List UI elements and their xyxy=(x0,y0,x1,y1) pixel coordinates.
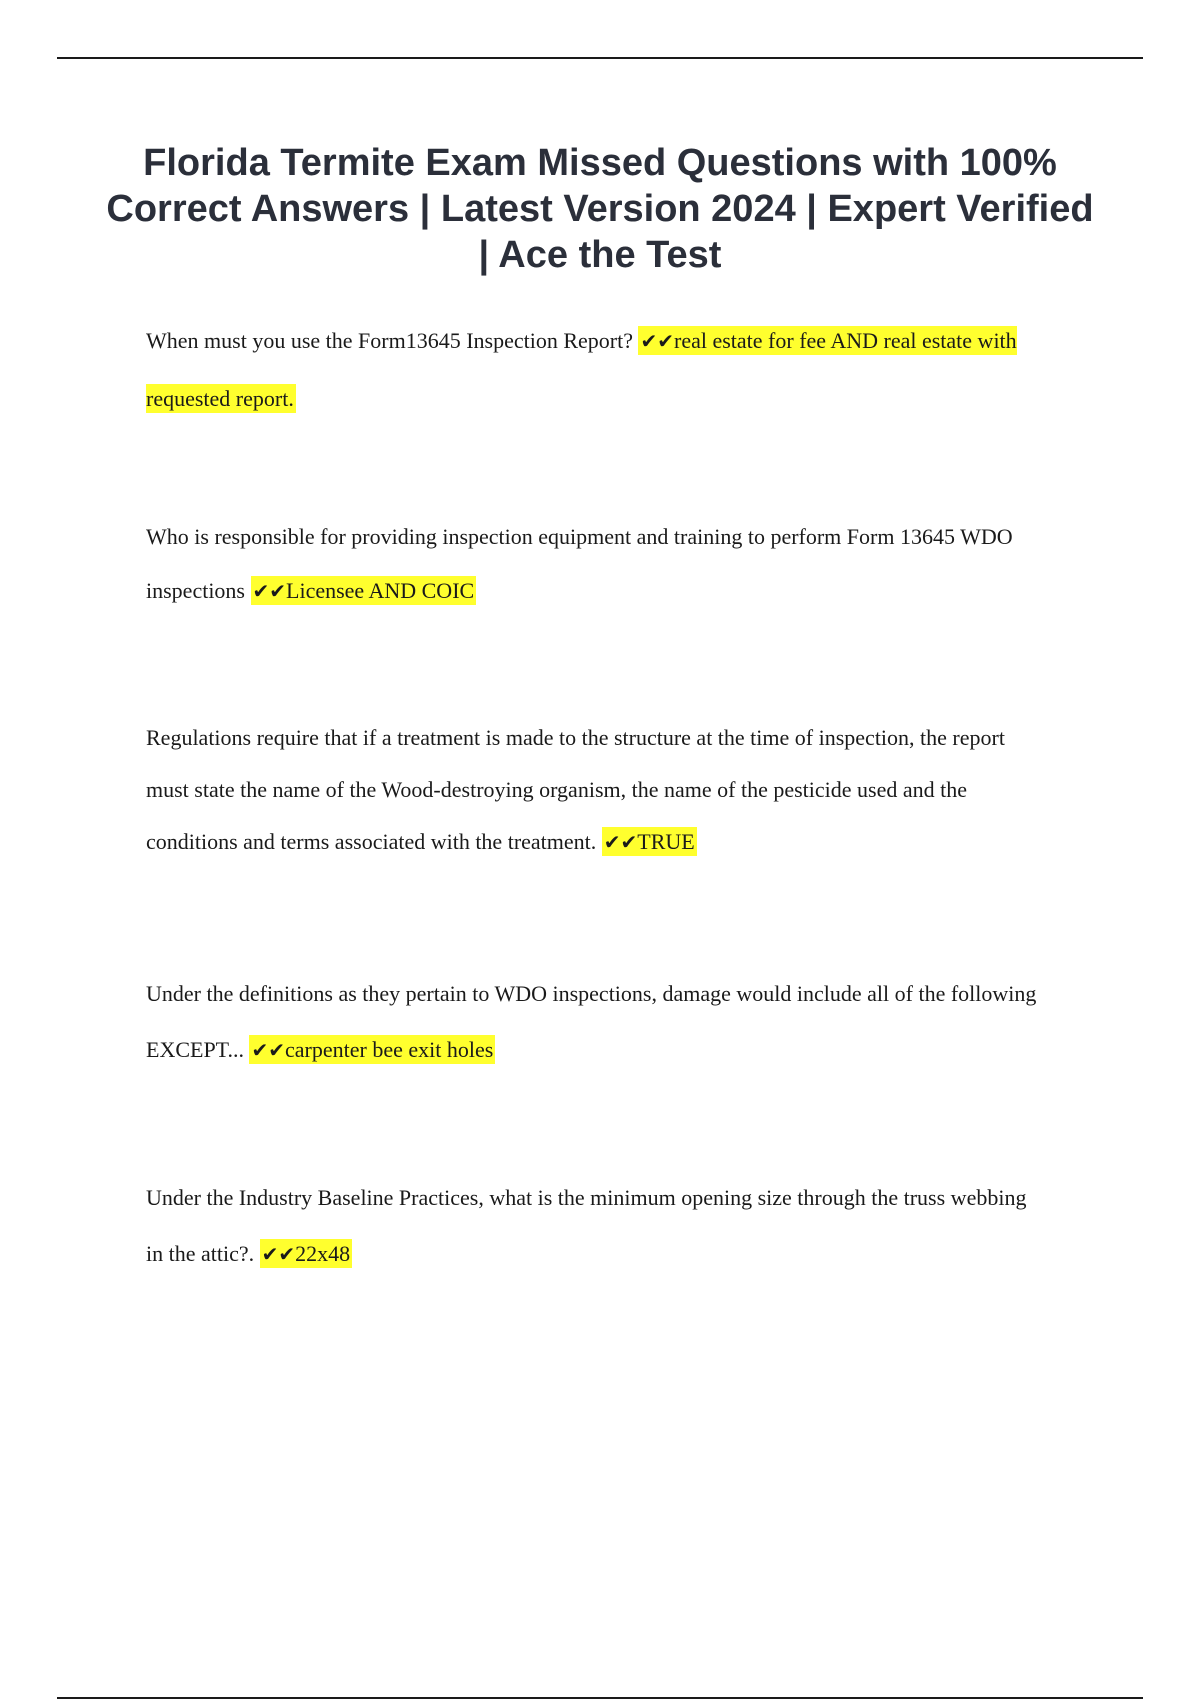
answer-text: carpenter bee exit holes xyxy=(285,1037,494,1062)
question-block xyxy=(146,712,1046,868)
answer-text: 22x48 xyxy=(295,1241,351,1266)
question-text: Regulations require that if a treatment is made to the structure at the time of inspection, the report must state the name of the Wood-destroying organism, the name of the pesticide used and the conditions and terms associated with the treatment. xyxy=(146,725,1005,854)
document-title: Florida Termite Exam Missed Questions with 100% Correct Answers | Latest Version 2024 | Expert Verified | Ace the Test xyxy=(106,142,1094,276)
question-block xyxy=(146,966,1046,1078)
answer-text: real estate for fee AND real estate with requested report. xyxy=(146,328,1017,411)
question-text: When must you use the Form13645 Inspection Report? xyxy=(146,328,639,353)
question-block xyxy=(146,1170,1046,1282)
answer-highlight xyxy=(251,576,477,605)
answer-highlight xyxy=(249,1035,495,1064)
answer-highlight xyxy=(602,827,697,856)
double-check-icon: ✔✔ xyxy=(252,579,287,603)
question-text: Under the Industry Baseline Practices, what is the minimum opening size through the truss webbing in the attic?. xyxy=(146,1185,1027,1266)
top-rule xyxy=(57,57,1143,59)
answer-text: Licensee AND COIC xyxy=(286,578,475,603)
bottom-rule xyxy=(57,1697,1143,1699)
question-text: Who is responsible for providing inspection equipment and training to perform Form 13645 WDO inspections xyxy=(146,524,1013,603)
question-block xyxy=(146,510,1046,618)
answer-highlight xyxy=(260,1239,353,1268)
double-check-icon: ✔✔ xyxy=(640,329,674,353)
answer-text: TRUE xyxy=(637,829,695,854)
double-check-icon: ✔✔ xyxy=(251,1038,285,1062)
double-check-icon: ✔✔ xyxy=(261,1242,296,1266)
question-text: Under the definitions as they pertain to WDO inspections, damage would include all of the following EXCEPT... xyxy=(146,981,1037,1062)
double-check-icon: ✔✔ xyxy=(603,830,638,854)
question-block xyxy=(146,312,1046,428)
